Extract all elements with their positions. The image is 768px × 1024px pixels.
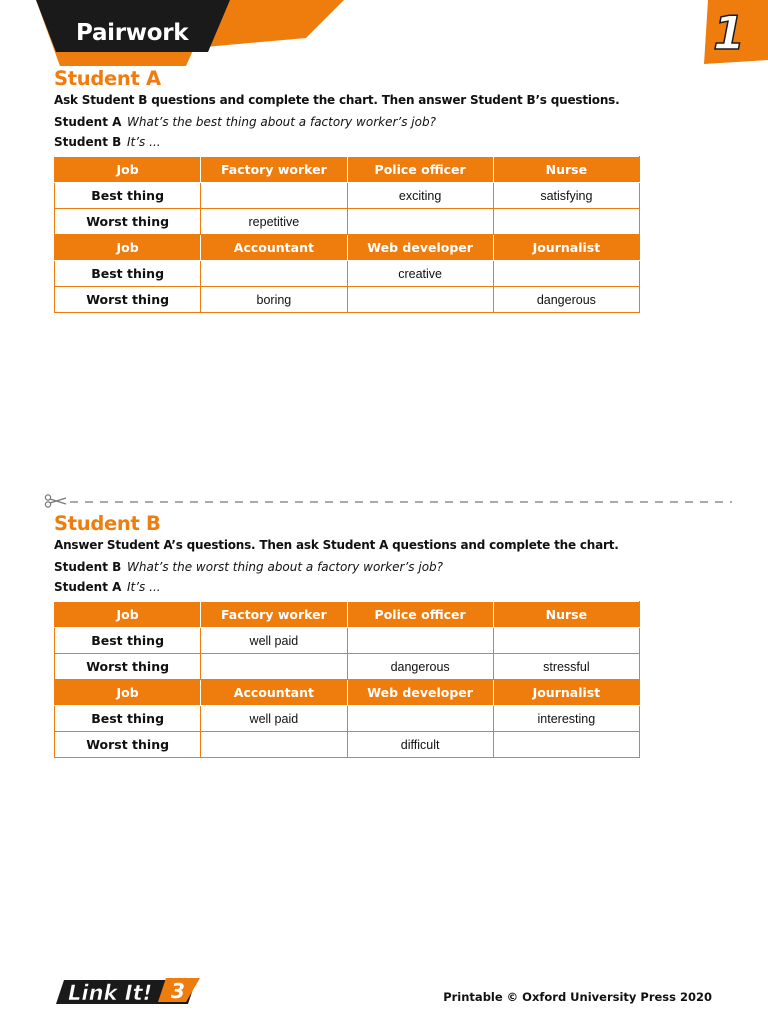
chart-header-cell: Nurse [493,602,639,628]
chart-cell: repetitive [201,209,347,235]
chart-header-row [55,680,640,706]
chart-cell: well paid [201,706,347,732]
chart-cell [493,209,639,235]
chart-cell: well paid [201,628,347,654]
chart-row-label: Best thing [55,261,201,287]
chart-cell [493,261,639,287]
dialogue-line [54,112,654,132]
chart-cell: difficult [347,732,493,758]
chart-row-label: Worst thing [55,209,201,235]
section-title: Student A [54,67,161,90]
chart-header-cell: Web developer [347,235,493,261]
copyright-credit: Printable © Oxford University Press 2020 [443,990,712,1004]
unit-number: 1 [712,6,745,60]
chart-row [55,706,640,732]
chart-row-label: Worst thing [55,654,201,680]
section-title: Student B [54,512,161,535]
dialogue-line [54,132,654,152]
chart-header-cell: Job [55,157,201,183]
link-it-logo [54,976,204,1006]
chart-cell [201,732,347,758]
cut-line [44,494,732,508]
chart-cell [493,732,639,758]
dialogue-line [54,557,654,577]
chart-row [55,261,640,287]
chart-row [55,287,640,313]
chart-header-cell: Job [55,680,201,706]
dialogue-text: What’s the worst thing about a factory worker’s job? [127,560,444,574]
dialogue-speaker: Student A [54,580,122,594]
section-instruction: Ask Student B questions and complete the chart. Then answer Student B’s questions. [54,93,620,107]
chart-cell [201,183,347,209]
chart-cell [493,628,639,654]
jobs-chart [54,156,640,313]
chart-row-label: Worst thing [55,732,201,758]
jobs-chart [54,601,640,758]
svg-text:Link It!: Link It! [68,981,153,1005]
chart-cell [347,287,493,313]
dialogue-text: What’s the best thing about a factory worker’s job? [127,115,436,129]
chart-row [55,654,640,680]
chart-row [55,628,640,654]
chart-cell: interesting [493,706,639,732]
dialogue-speaker: Student B [54,135,122,149]
chart-cell [201,261,347,287]
chart-cell: dangerous [493,287,639,313]
chart-row [55,209,640,235]
chart-header-cell: Police officer [347,157,493,183]
dialogue-speaker: Student A [54,115,122,129]
chart-cell: exciting [347,183,493,209]
chart-row-label: Best thing [55,706,201,732]
chart-header-cell: Accountant [201,680,347,706]
chart-row [55,183,640,209]
chart-cell [347,706,493,732]
chart-header-cell: Nurse [493,157,639,183]
dialogue-text: It’s ... [127,580,161,594]
chart-header-cell: Journalist [493,235,639,261]
page-title: Pairwork [76,20,189,46]
chart-cell [201,654,347,680]
chart-cell: dangerous [347,654,493,680]
section-instruction: Answer Student A’s questions. Then ask Student A questions and complete the chart. [54,538,619,552]
chart-cell: stressful [493,654,639,680]
chart-cell [347,628,493,654]
chart-header-cell: Factory worker [201,157,347,183]
scissors-icon [45,495,66,507]
chart-row-label: Worst thing [55,287,201,313]
chart-row-label: Best thing [55,183,201,209]
chart-cell [347,209,493,235]
chart-cell: satisfying [493,183,639,209]
chart-row-label: Best thing [55,628,201,654]
dialogue-text: It’s ... [127,135,161,149]
chart-header-cell: Job [55,602,201,628]
chart-header-row [55,157,640,183]
chart-header-cell: Job [55,235,201,261]
chart-header-cell: Factory worker [201,602,347,628]
chart-cell: creative [347,261,493,287]
chart-header-row [55,235,640,261]
chart-cell: boring [201,287,347,313]
chart-header-cell: Police officer [347,602,493,628]
chart-header-cell: Web developer [347,680,493,706]
chart-row [55,732,640,758]
student-a-section [54,66,654,313]
svg-text:3: 3 [171,979,185,1003]
dialogue-line [54,577,654,597]
chart-header-row [55,602,640,628]
chart-header-cell: Accountant [201,235,347,261]
chart-header-cell: Journalist [493,680,639,706]
dialogue-speaker: Student B [54,560,122,574]
student-b-section [54,511,654,758]
